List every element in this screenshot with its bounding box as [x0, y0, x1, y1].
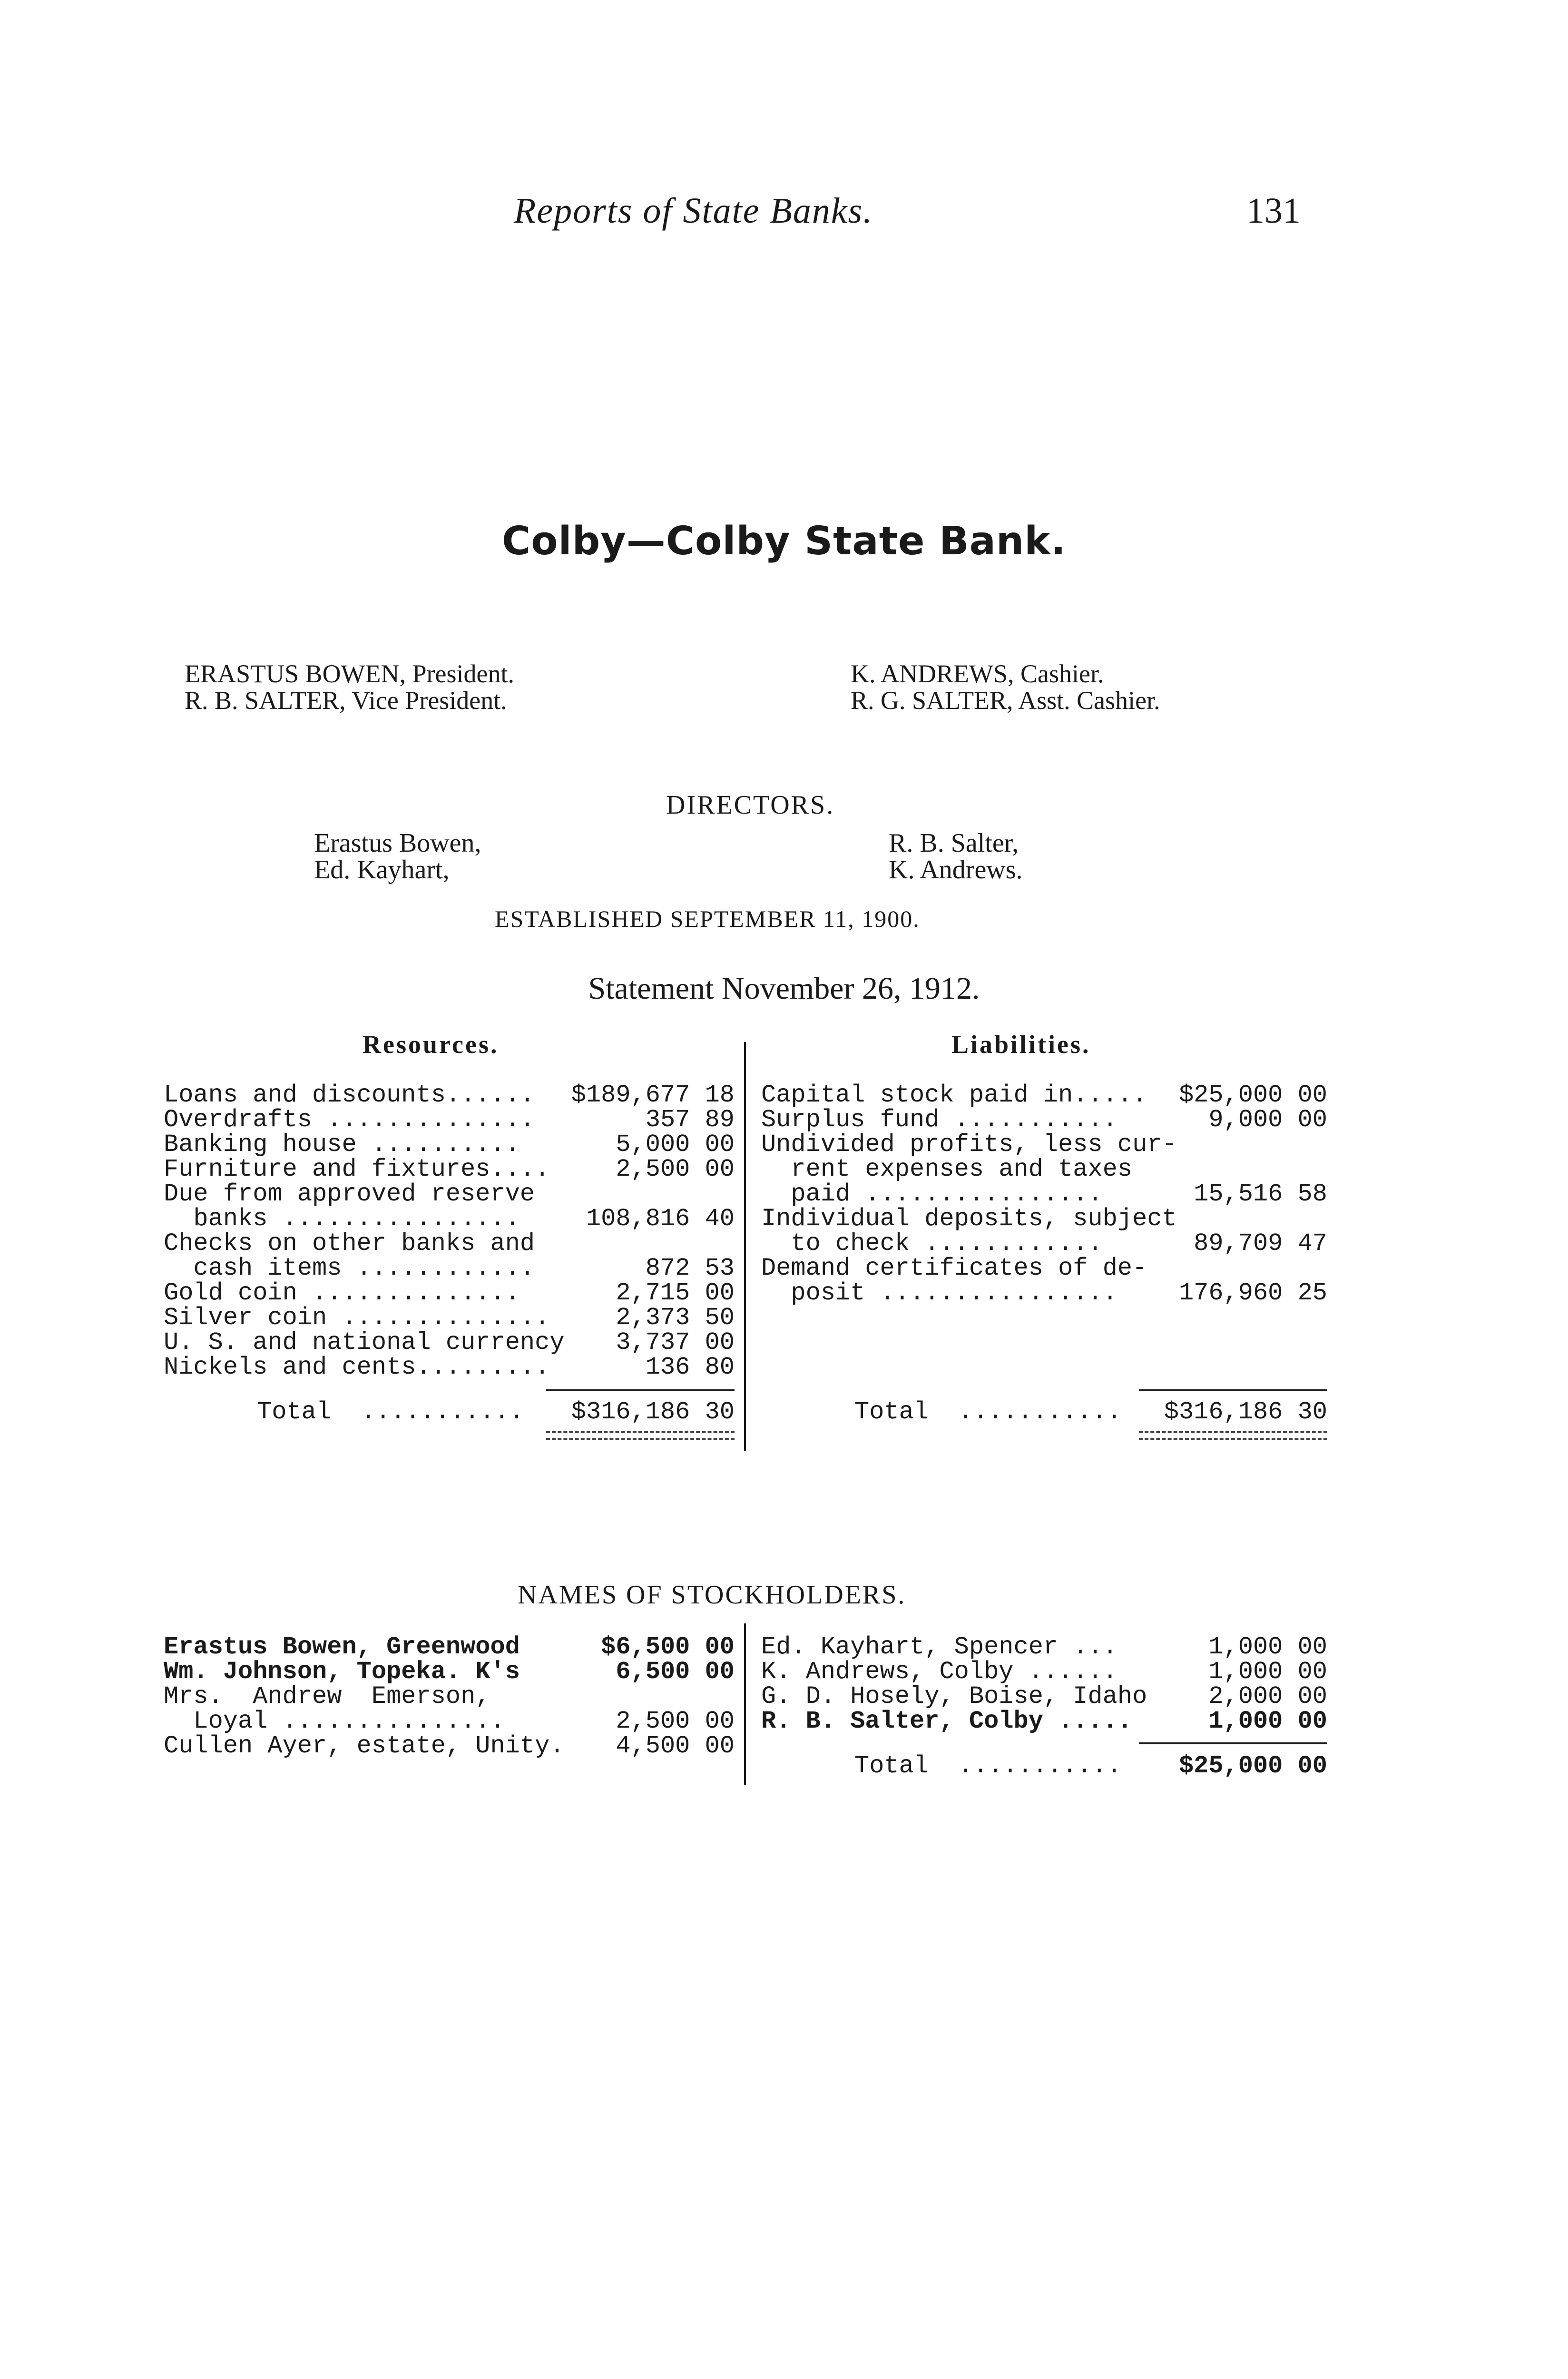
total-label: Total ........... — [257, 1398, 524, 1426]
resource-label: Loans and discounts...... — [164, 1081, 535, 1109]
total-amount: $316,186 30 — [571, 1398, 735, 1426]
stockholder-name: Erastus Bowen, Greenwood — [164, 1633, 520, 1661]
double-rule — [1139, 1431, 1327, 1440]
resource-amount: 136 80 — [645, 1353, 735, 1381]
column-divider — [744, 1623, 746, 1785]
director-name: Ed. Kayhart, — [314, 855, 450, 885]
resource-amount: 5,000 00 — [616, 1131, 735, 1159]
stockholder-amount: 2,500 00 — [616, 1707, 735, 1735]
stockholder-amount: 2,000 00 — [1208, 1682, 1327, 1711]
resource-amount: 2,373 50 — [616, 1304, 735, 1332]
stockholder-name: Ed. Kayhart, Spencer ... — [761, 1633, 1117, 1661]
liability-label: Surplus fund ........... — [761, 1106, 1117, 1134]
resource-label: Gold coin .............. — [164, 1279, 520, 1307]
stockholder-amount: 1,000 00 — [1208, 1633, 1327, 1661]
stockholders-heading: NAMES OF STOCKHOLDERS. — [518, 1580, 906, 1610]
established-date: ESTABLISHED SEPTEMBER 11, 1900. — [495, 905, 920, 932]
resource-label: cash items ............ — [164, 1254, 535, 1282]
liability-label: rent expenses and taxes — [761, 1155, 1133, 1183]
liability-label: Demand certificates of de- — [761, 1254, 1147, 1282]
resource-label: Due from approved reserve — [164, 1180, 535, 1208]
director-name: Erastus Bowen, — [314, 828, 481, 858]
resource-amount: 872 53 — [645, 1254, 735, 1282]
total-amount: $25,000 00 — [1178, 1752, 1327, 1780]
subtotal-rule — [546, 1389, 735, 1391]
column-divider — [744, 1042, 746, 1451]
liabilities-heading: Liabilities. — [951, 1030, 1091, 1059]
total-amount: $316,186 30 — [1164, 1398, 1327, 1426]
resource-label: Silver coin .............. — [164, 1304, 550, 1332]
officer-cashier: K. ANDREWS, Cashier. — [851, 659, 1104, 688]
resource-amount: 2,500 00 — [616, 1155, 735, 1183]
page-number: 131 — [1246, 191, 1301, 231]
stockholder-name: Wm. Johnson, Topeka. K's — [164, 1658, 520, 1686]
stockholder-name: K. Andrews, Colby ...... — [761, 1658, 1117, 1686]
resources-heading: Resources. — [363, 1030, 499, 1059]
resource-amount: 3,737 00 — [616, 1328, 735, 1357]
directors-heading: DIRECTORS. — [666, 790, 835, 820]
officer-asst-cashier: R. G. SALTER, Asst. Cashier. — [851, 686, 1160, 715]
resource-amount: $189,677 18 — [571, 1081, 735, 1109]
resource-label: Checks on other banks and — [164, 1229, 535, 1258]
stockholder-name: Mrs. Andrew Emerson, — [164, 1682, 490, 1711]
double-rule — [546, 1431, 735, 1440]
director-name: R. B. Salter, — [889, 828, 1019, 858]
resource-label: banks ................ — [164, 1205, 520, 1233]
resource-label: Overdrafts .............. — [164, 1106, 535, 1134]
total-label: Total ........... — [854, 1398, 1122, 1426]
stockholder-amount: 1,000 00 — [1208, 1658, 1327, 1686]
liability-label: paid ................ — [761, 1180, 1103, 1208]
liability-amount: 9,000 00 — [1208, 1106, 1327, 1134]
resource-label: Nickels and cents......... — [164, 1353, 550, 1381]
resource-label: U. S. and national currency — [164, 1328, 565, 1357]
liability-amount: 15,516 58 — [1194, 1180, 1327, 1208]
liability-label: posit ................ — [761, 1279, 1117, 1307]
director-name: K. Andrews. — [889, 855, 1023, 885]
subtotal-rule — [1139, 1389, 1327, 1391]
stockholder-amount: 1,000 00 — [1208, 1707, 1327, 1735]
stockholder-amount: $6,500 00 — [601, 1633, 735, 1661]
liability-label: to check ............ — [761, 1229, 1103, 1258]
subtotal-rule — [1139, 1742, 1327, 1744]
resource-label: Furniture and fixtures.... — [164, 1155, 550, 1183]
liability-label: Undivided profits, less cur- — [761, 1131, 1177, 1159]
running-title: Reports of State Banks. — [514, 191, 873, 231]
resource-amount: 357 89 — [645, 1106, 735, 1134]
bank-title: Colby—Colby State Bank. — [502, 519, 1066, 564]
stockholder-name: Loyal ............... — [164, 1707, 505, 1735]
officer-president: ERASTUS BOWEN, President. — [185, 659, 514, 688]
resource-amount: 108,816 40 — [586, 1205, 735, 1233]
resource-label: Banking house .......... — [164, 1131, 520, 1159]
officer-vice-president: R. B. SALTER, Vice President. — [185, 686, 507, 715]
stockholder-name: R. B. Salter, Colby ..... — [761, 1707, 1133, 1735]
liability-amount: 89,709 47 — [1194, 1229, 1327, 1258]
liability-amount: 176,960 25 — [1178, 1279, 1327, 1307]
liability-amount: $25,000 00 — [1178, 1081, 1327, 1109]
statement-title: Statement November 26, 1912. — [588, 971, 980, 1006]
stockholder-name: Cullen Ayer, estate, Unity. — [164, 1732, 565, 1760]
stockholder-name: G. D. Hosely, Boise, Idaho — [761, 1682, 1147, 1711]
liability-label: Capital stock paid in..... — [761, 1081, 1147, 1109]
liability-label: Individual deposits, subject — [761, 1205, 1177, 1233]
total-label: Total ........... — [854, 1752, 1122, 1780]
resource-amount: 2,715 00 — [616, 1279, 735, 1307]
stockholder-amount: 4,500 00 — [616, 1732, 735, 1760]
stockholder-amount: 6,500 00 — [616, 1658, 735, 1686]
